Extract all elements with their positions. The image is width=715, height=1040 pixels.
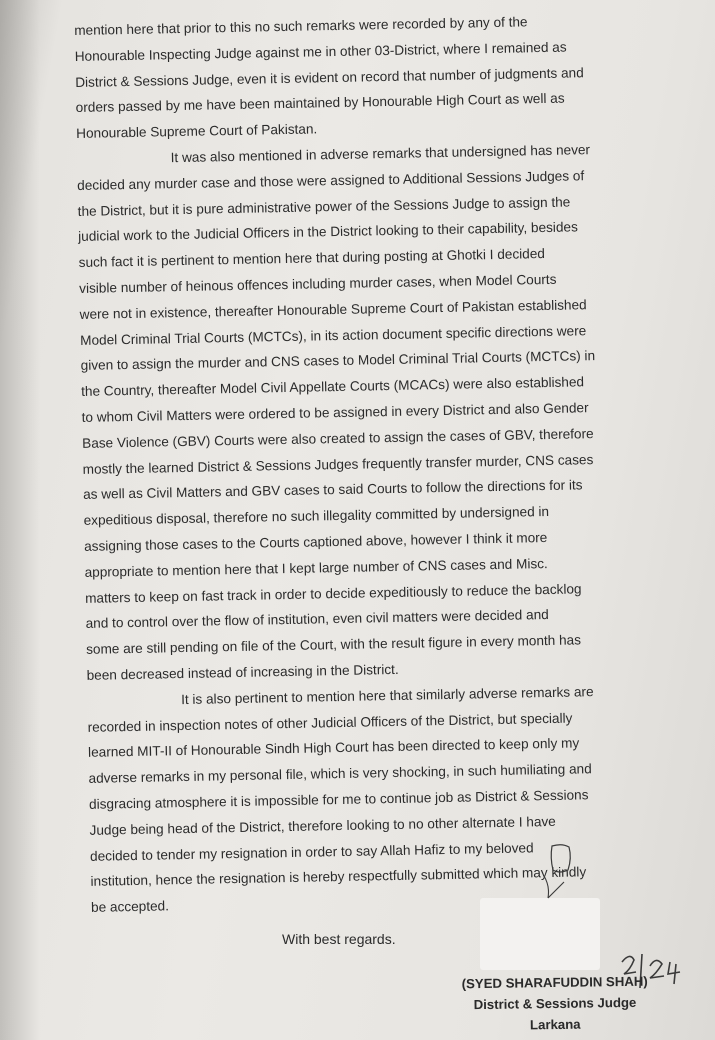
text-line: the Country, thereafter Model Civil Appellate Courts (MCACs) were also established [81,374,585,400]
text-line: Honourable Inspecting Judge against me in other 03-District, where I remained as [74,39,567,64]
text-line: such fact it is pertinent to mention here that during posting at Ghotki I decided [78,246,546,271]
signatory-title: District & Sessions Judge [473,994,637,1013]
text-line: learned MIT-II of Honourable Sindh High Court has been directed to keep only my [87,735,580,761]
text-line: orders passed by me have been maintained by Honourable High Court as well as [75,90,565,116]
text-line: decided to tender my resignation in order to say Allah Hafiz to my beloved [89,839,534,864]
paragraph [87,677,671,920]
text-line: and to control over the flow of institution, even civil matters were decided and [85,607,549,632]
text-line: given to assign the murder and CNS cases to Model Criminal Trial Courts (MCTCs) in [80,348,596,374]
text-line: Honourable Supreme Court of Pakistan. [76,121,318,142]
text-line: as well as Civil Matters and GBV cases to said Courts to follow the directions for its [83,477,583,503]
text-line: some are still pending on file of the Court, with the result figure in every month has [85,632,582,658]
text-line: institution, hence the resignation is hereby respectfully submitted which may kindly [90,864,587,890]
text-line: adverse remarks in my personal file, which is very shocking, in such humiliating and [88,761,592,786]
text-line: matters to keep on fast track in order to decide expeditiously to reduce the backlog [84,580,582,606]
text-line: be accepted. [90,898,170,915]
redacted-signature-area [480,898,600,970]
letter-body [74,7,671,921]
signatory-name: (SYED SHARAFUDDIN SHAH) [461,973,648,992]
text-line: It is also pertinent to mention here that similarly adverse remarks are [180,683,594,707]
text-line: visible number of heinous offences including murder cases, when Model Courts [79,271,557,296]
text-line: It was also mentioned in adverse remarks that undersigned has never [170,142,591,166]
paragraph [76,136,666,689]
paragraph [74,7,656,147]
text-line: Base Violence (GBV) Courts were also created to assign the cases of GBV, therefore [82,425,594,451]
pen-circle-mark [548,842,574,876]
text-line: recorded in inspection notes of other Judicial Officers of the District, but specially [87,710,573,735]
text-line: mostly the learned District & Sessions Judges frequently transfer murder, CNS cases [82,451,594,477]
text-line: assigning those cases to the Courts captioned above, however I think it more [84,529,548,554]
text-line: expeditious disposal, therefore no such illegality committed by undersigned in [83,504,550,529]
page-shadow [0,0,40,1040]
text-line: the District, but it is pure administrative power of the Sessions Judge to assign the [77,194,571,219]
closing-line: With best regards. [282,931,396,947]
text-line: Model Criminal Trial Courts (MCTCs), in its action document specific directions were [80,322,587,348]
text-line: appropriate to mention here that I kept large number of CNS cases and Misc. [84,555,548,580]
text-line: Judge being head of the District, therefore looking to no other alternate I have [89,813,556,838]
signatory-location: Larkana [529,1016,581,1033]
text-line: decided any murder case and those were assigned to Additional Sessions Judges of [77,168,585,193]
text-line: judicial work to the Judicial Officers in the District looking to their capability, besides [78,219,578,245]
text-line: mention here that prior to this no such remarks were recorded by any of the [74,14,528,38]
text-line: to whom Civil Matters were ordered to be assigned in every District and also Gender [81,400,589,425]
text-line: disgracing atmosphere it is impossible for me to continue job as District & Sessions [88,787,589,812]
signature-block [440,970,671,1036]
text-line: District & Sessions Judge, even it is evident on record that number of judgments and [75,64,584,90]
pen-stroke-mark [540,872,570,902]
text-line: were not in existence, thereafter Honourable Supreme Court of Pakistan established [79,296,587,322]
text-line: been decreased instead of increasing in the District. [86,661,399,683]
